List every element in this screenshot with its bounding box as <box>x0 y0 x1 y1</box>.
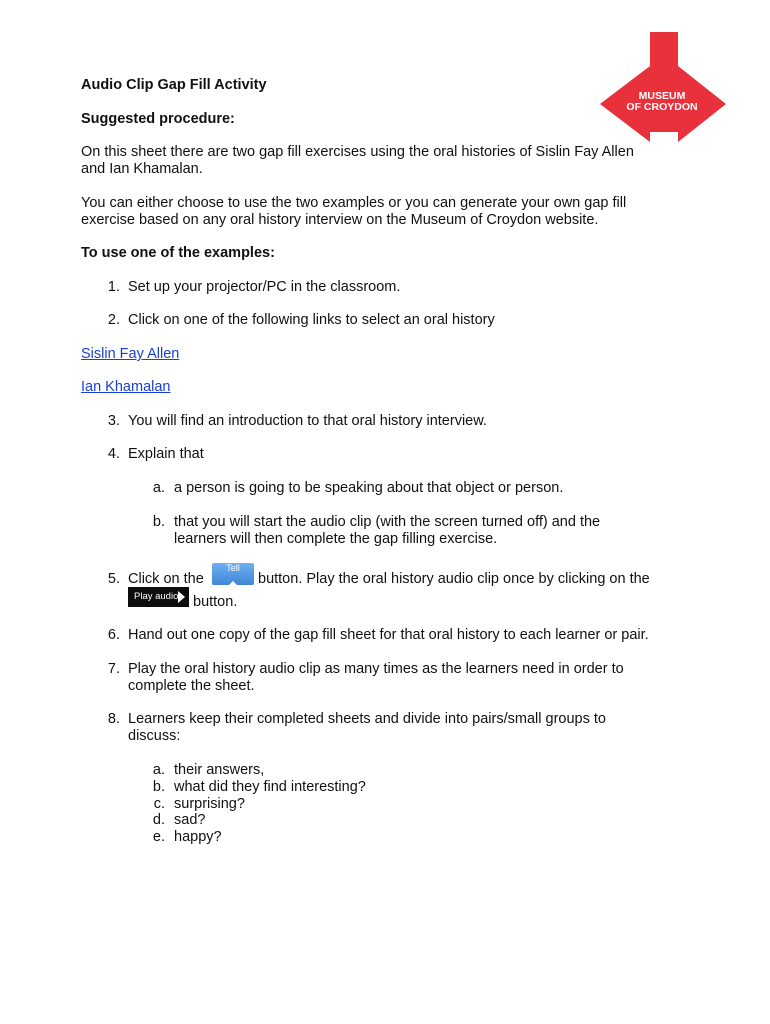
link-ian-khamalan[interactable]: Ian Khamalan <box>81 379 171 395</box>
step-4b-line-1: that you will start the audio clip (with the screen turned off) and the <box>174 514 601 530</box>
discuss-c-text: surprising? <box>174 796 245 812</box>
step-4-number: 4. <box>107 446 120 462</box>
step-4a-text: a person is going to be speaking about that object or person. <box>174 480 564 496</box>
discuss-b-letter: b. <box>152 779 165 795</box>
link-sislin-fay-allen[interactable]: Sislin Fay Allen <box>81 346 180 362</box>
step-2-number: 2. <box>107 312 120 328</box>
logo-line-1: MUSEUM <box>638 90 686 102</box>
step-8-line-1: Learners keep their completed sheets and divide into pairs/small groups to <box>128 711 606 727</box>
intro-line-2: and Ian Khamalan. <box>81 161 203 177</box>
tell-button-label: Tell <box>226 563 240 573</box>
step-8-line-2: discuss: <box>128 728 181 744</box>
discuss-c-letter: c. <box>153 796 165 812</box>
logo-line-2: OF CROYDON <box>626 101 698 113</box>
step-3-text: You will find an introduction to that oral history interview. <box>128 413 487 429</box>
step-5-text-before: Click on the <box>128 571 204 587</box>
intro-line-1: On this sheet there are two gap fill exercises using the oral histories of Sislin Fay Allen <box>81 144 634 160</box>
tell-notch-icon <box>229 581 237 585</box>
discuss-a-letter: a. <box>152 762 165 778</box>
step-5-number: 5. <box>107 571 120 587</box>
step-7-line-1: Play the oral history audio clip as many times as the learners need in order to <box>128 661 624 677</box>
discuss-e-letter: e. <box>152 829 165 845</box>
play-audio-label: Play audio <box>134 591 179 602</box>
choice-line-1: You can either choose to use the two examples or you can generate your own gap fill <box>81 195 627 211</box>
step-4a-letter: a. <box>152 480 165 496</box>
discuss-b-text: what did they find interesting? <box>174 779 366 795</box>
tell-button[interactable] <box>212 563 254 585</box>
step-4b-letter: b. <box>152 514 165 530</box>
museum-of-croydon-logo <box>598 32 726 144</box>
step-3-number: 3. <box>107 413 120 429</box>
play-audio-button[interactable] <box>128 587 189 607</box>
step-2-text: Click on one of the following links to select an oral history <box>128 312 495 328</box>
play-icon <box>178 591 185 603</box>
step-6-text: Hand out one copy of the gap fill sheet for that oral history to each learner or pair. <box>128 627 649 643</box>
discuss-a-text: their answers, <box>174 762 265 778</box>
step-4b-line-2: learners will then complete the gap filling exercise. <box>174 531 498 547</box>
step-5-text-after: button. Play the oral history audio clip once by clicking on the <box>258 571 650 587</box>
step-7-number: 7. <box>107 661 120 677</box>
discuss-d-text: sad? <box>174 812 206 828</box>
step-8-number: 8. <box>107 711 120 727</box>
step-1-number: 1. <box>107 279 120 295</box>
choice-line-2: exercise based on any oral history interview on the Museum of Croydon website. <box>81 212 599 228</box>
step-6-number: 6. <box>107 627 120 643</box>
document-title: Audio Clip Gap Fill Activity <box>81 77 267 93</box>
discuss-e-text: happy? <box>174 829 222 845</box>
logo-arrow-shape <box>598 32 726 144</box>
step-5-line-2: button. <box>193 594 238 610</box>
examples-heading: To use one of the examples: <box>81 245 275 261</box>
step-1-text: Set up your projector/PC in the classroom. <box>128 279 401 295</box>
procedure-heading: Suggested procedure: <box>81 111 235 127</box>
step-4-text: Explain that <box>128 446 204 462</box>
discuss-d-letter: d. <box>152 812 165 828</box>
step-7-line-2: complete the sheet. <box>128 678 255 694</box>
